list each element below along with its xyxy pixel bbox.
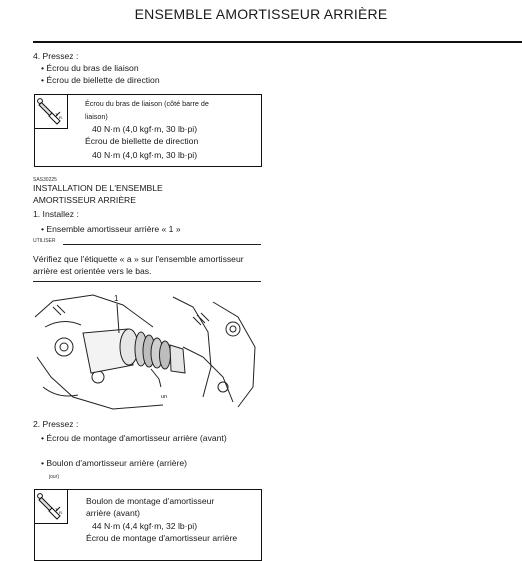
svg-text:T.: T.	[55, 507, 59, 512]
svg-text:T.: T.	[55, 112, 59, 117]
page-title: ENSEMBLE AMORTISSEUR ARRIÈRE	[134, 6, 388, 22]
spec2-line2: arrière (avant)	[86, 508, 140, 518]
step2-title: 2. Pressez :	[33, 419, 79, 429]
spec1-line3: Écrou de biellette de direction	[85, 136, 199, 146]
torque-spec-box-2	[34, 489, 262, 561]
spec1-value1: 40 N·m (4,0 kgf·m, 30 lb·pi)	[92, 124, 198, 134]
step4-item-2: • Écrou de biellette de direction	[41, 75, 160, 85]
note-label: UTILISER	[33, 238, 56, 244]
section-title-line1: INSTALLATION DE L'ENSEMBLE	[33, 183, 163, 193]
note-line1: Vérifiez que l'étiquette « a » sur l'ensemble amortisseur	[33, 254, 244, 264]
torque-wrench-icon	[35, 95, 68, 129]
spec2-line1: Boulon de montage d'amortisseur	[86, 496, 215, 506]
step2-item-2: • Boulon d'amortisseur arrière (arrière)	[41, 458, 188, 468]
torque-wrench-icon	[35, 490, 68, 524]
step2-small-note: jour)	[49, 474, 60, 480]
spec2-line3: Écrou de montage d'amortisseur arrière	[86, 533, 238, 543]
callout-a: un	[161, 394, 168, 400]
svg-text:R.: R.	[59, 115, 63, 120]
shock-absorber-illustration	[33, 287, 261, 415]
step4-title: 4. Pressez :	[33, 51, 79, 61]
step4-item-1: • Écrou du bras de liaison	[41, 63, 139, 73]
spec1-value2: 40 N·m (4,0 kgf·m, 30 lb·pi)	[92, 150, 198, 160]
torque-spec-box-1	[34, 94, 262, 167]
spec1-line1: Écrou du bras de liaison (côté barre de	[85, 99, 209, 108]
step2-item-1: • Écrou de montage d'amortisseur arrière (avant)	[41, 433, 227, 443]
note-rule-bottom	[33, 281, 261, 282]
header-divider	[33, 41, 522, 43]
step1-title: 1. Installez :	[33, 209, 79, 219]
section-title-line2: AMORTISSEUR ARRIÈRE	[33, 195, 136, 205]
note-line2: arrière est orientée vers le bas.	[33, 266, 152, 276]
callout-1: 1	[114, 294, 119, 303]
step1-item: • Ensemble amortisseur arrière « 1 »	[41, 224, 181, 234]
spec2-value1: 44 N·m (4,4 kgf·m, 32 lb·pi)	[92, 521, 198, 531]
section-code: SAS30225	[33, 177, 57, 183]
note-rule-top	[63, 244, 261, 245]
svg-text:R.: R.	[59, 510, 63, 515]
spec1-line2: liaison)	[85, 112, 108, 121]
